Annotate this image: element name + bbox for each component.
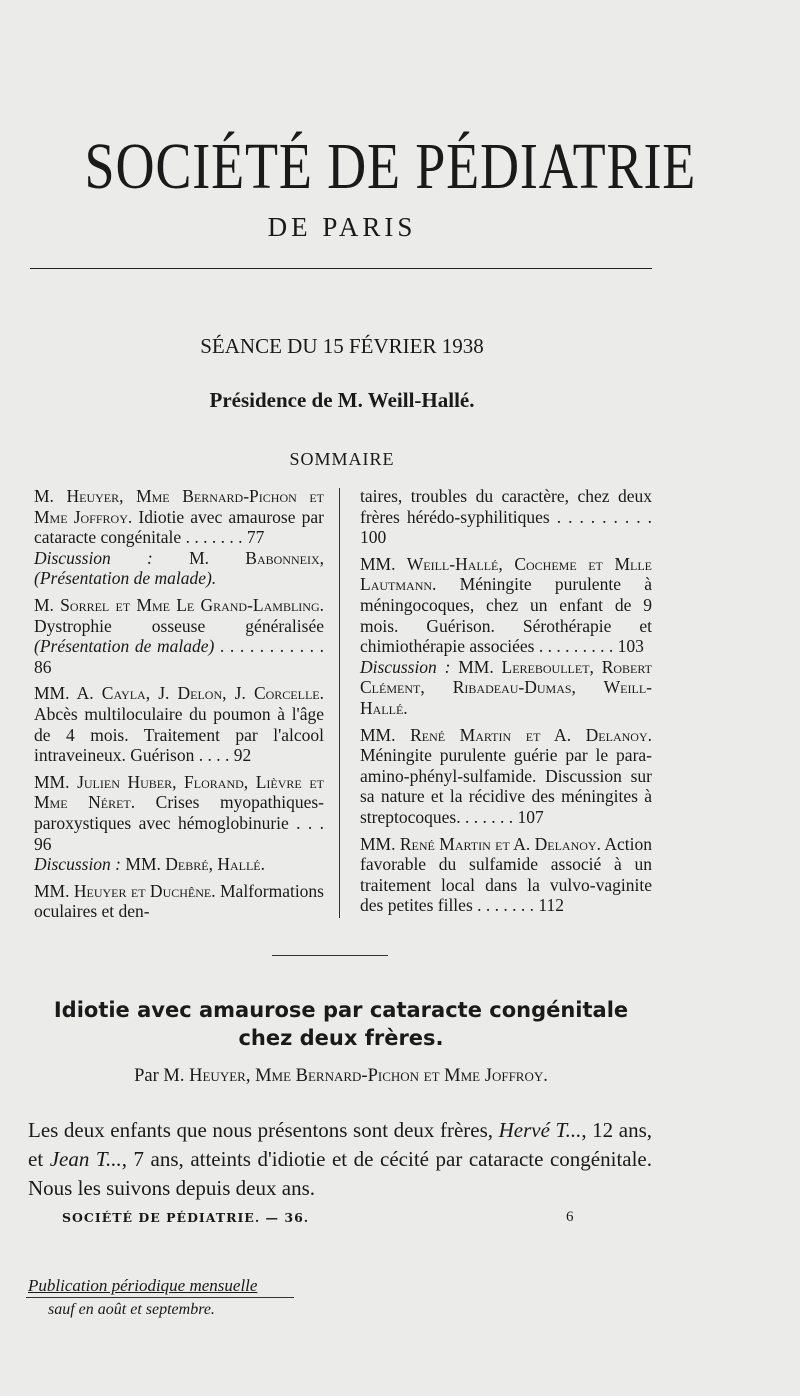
entry-page: 92	[233, 745, 252, 766]
entry-text: Malformations oculaires et den-	[34, 880, 324, 922]
publication-note-line2: sauf en août et septembre.	[48, 1301, 215, 1318]
entry-page: 103	[617, 636, 644, 657]
entry-authors: M. Heuyer, Mme Bernard-Pichon et Mme Joffroy.	[34, 486, 324, 527]
entry-text: Méningite purulente à méningocoques, chez un enfant de 9 mois. Guérison. Sérothérapie et chimiothérapie associées	[360, 574, 652, 657]
entry-text: Dystrophie osseuse généralisée	[34, 615, 324, 636]
patient-name: Jean T...	[49, 1147, 122, 1171]
sommaire-heading: SOMMAIRE	[289, 449, 395, 469]
article-title-line: Idiotie avec amaurose par cataracte congénitale	[53, 998, 629, 1022]
body-text: , 7 ans, atteints d'idiotie et de cécité par cataracte congénitale. Nous les suivons depuis deux ans.	[28, 1147, 652, 1200]
entry-authors: MM. Weill-Hallé, Cocheme et Mlle Lautmann.	[360, 553, 652, 595]
patient-name: Hervé T...	[498, 1118, 582, 1142]
entry-authors: MM. René Martin et A. Delanoy.	[360, 724, 652, 745]
publication-rule	[26, 1297, 294, 1298]
entry-authors: MM. Heuyer et Duchêne.	[34, 880, 216, 901]
body-text: Les deux enfants que nous présentons sont deux frères,	[28, 1118, 499, 1142]
entry-page: 86	[34, 656, 52, 677]
sommaire-entry	[34, 881, 324, 922]
entry-text: Méningite purulente guérie par le para-amino-phényl-sulfamide. Discussion sur sa nature et la récidive des méningites à streptocoques.	[360, 745, 652, 827]
session-date: SÉANCE DU 15 FÉVRIER 1938	[200, 334, 484, 358]
entry-note: (Présentation de malade)	[34, 636, 215, 657]
sommaire-entry: MM. Julien Huber, Florand, Lièvre et Mme Néret. Crises myopathiques-paroxystiques avec hémoglobinurie . . . 96 Discussion : MM. Debré, Hallé.	[34, 771, 324, 875]
article-title-line: chez deux frères.	[238, 1026, 444, 1050]
column-divider	[339, 488, 340, 918]
article-byline	[30, 1066, 652, 1087]
sommaire-entry: MM. René Martin et A. Delanoy. Méningite purulente guérie par le para-amino-phényl-sulfamide. Discussion sur sa nature et la récidive des méningites à streptocoques. . . . . . . 107	[360, 724, 652, 827]
entry-text: Idiotie avec amaurose par cataracte congénitale	[34, 506, 324, 548]
entry-authors: MM. A. Cayla, J. Delon, J. Corcelle.	[34, 683, 324, 704]
discussion-names: MM. Debré, Hallé.	[121, 854, 265, 875]
article-body	[28, 1116, 652, 1203]
discussion-names: MM. Lereboullet, Robert Clément, Ribadeau-Dumas, Weill-Hallé.	[360, 656, 652, 718]
entry-page: 112	[538, 895, 564, 916]
article-title	[30, 996, 652, 1052]
entry-text: Crises myopathiques-paroxystiques avec hémoglobinurie	[34, 792, 324, 833]
byline-prefix: Par M.	[134, 1066, 190, 1086]
discussion-label: Discussion :	[360, 656, 451, 677]
publication-note: Publication périodique mensuelle	[28, 1276, 258, 1295]
entry-authors: M. Sorrel et Mme Le Grand-Lambling.	[34, 594, 324, 615]
entry-note: (Présentation de malade).	[34, 568, 217, 589]
journal-subtitle: DE PARIS	[267, 212, 417, 242]
entry-text: taires, troubles du caractère, chez deux frères hérédo-syphilitiques	[360, 486, 652, 527]
sommaire-entry: taires, troubles du caractère, chez deux frères hérédo-syphilitiques . . . . . . . . . 100	[360, 486, 653, 548]
discussion-names: M. Babonneix,	[152, 547, 324, 568]
byline-authors: Heuyer, Mme Bernard-Pichon et Mme Joffroy.	[189, 1066, 548, 1086]
sommaire-entry: M. Sorrel et Mme Le Grand-Lambling. Dystrophie osseuse généralisée (Présentation de malade) . . . . . . . . . . . 86	[34, 594, 325, 677]
sommaire-entry: M. Heuyer, Mme Bernard-Pichon et Mme Joffroy. Idiotie avec amaurose par cataracte congénitale . . . . . . . 77 Discussion : M. Babonneix, (Présentation de malade).	[34, 486, 324, 589]
sommaire-left-column	[34, 486, 324, 928]
discussion-label: Discussion :	[34, 854, 122, 875]
footer-journal: SOCIÉTÉ DE PÉDIATRIE. — 36.	[62, 1210, 310, 1225]
entry-page: 77	[246, 527, 265, 548]
footer-sheet-number: 6	[566, 1209, 574, 1225]
sommaire-entry: MM. René Martin et A. Delanoy. Action favorable du sulfamide associé à un traitement local dans la vulvo-vaginite des petites filles . . . . . . . 112	[360, 833, 652, 916]
body-text: , 12 ans, et	[28, 1118, 652, 1171]
session-presidence: Présidence de M. Weill-Hallé.	[209, 388, 475, 412]
discussion-label: Discussion :	[34, 547, 153, 568]
entry-page: 107	[517, 806, 544, 827]
entry-page: 100	[360, 527, 387, 548]
section-rule	[272, 955, 388, 956]
header-rule	[30, 268, 652, 269]
sommaire-entry: MM. Weill-Hallé, Cocheme et Mlle Lautmann. Méningite purulente à méningocoques, chez un enfant de 9 mois. Guérison. Sérothérapie et chimiothérapie associées . . . . . . . . . 103 Discussion : MM. Lereboullet, Robert Clément, Ribadeau-Dumas, Weill-Hallé.	[360, 553, 652, 718]
entry-page: 96	[34, 833, 52, 854]
entry-text: Action favorable du sulfamide associé à un traitement local dans la vulvo-vaginite des petites filles	[360, 833, 652, 916]
journal-title: SOCIÉTÉ DE PÉDIATRIE	[84, 130, 697, 203]
sommaire-right-column	[360, 486, 652, 922]
entry-authors: MM. René Martin et A. Delanoy.	[360, 833, 601, 854]
sommaire-entry: MM. A. Cayla, J. Delon, J. Corcelle. Abcès multiloculaire du poumon à l'âge de 4 mois. Traitement par l'alcool intraveineux. Guérison . . . . 92	[34, 683, 324, 766]
entry-authors: MM. Julien Huber, Florand, Lièvre et Mme Néret.	[34, 771, 324, 813]
entry-text: Abcès multiloculaire du poumon à l'âge de 4 mois. Traitement par l'alcool intraveineux. Guérison	[34, 703, 324, 766]
